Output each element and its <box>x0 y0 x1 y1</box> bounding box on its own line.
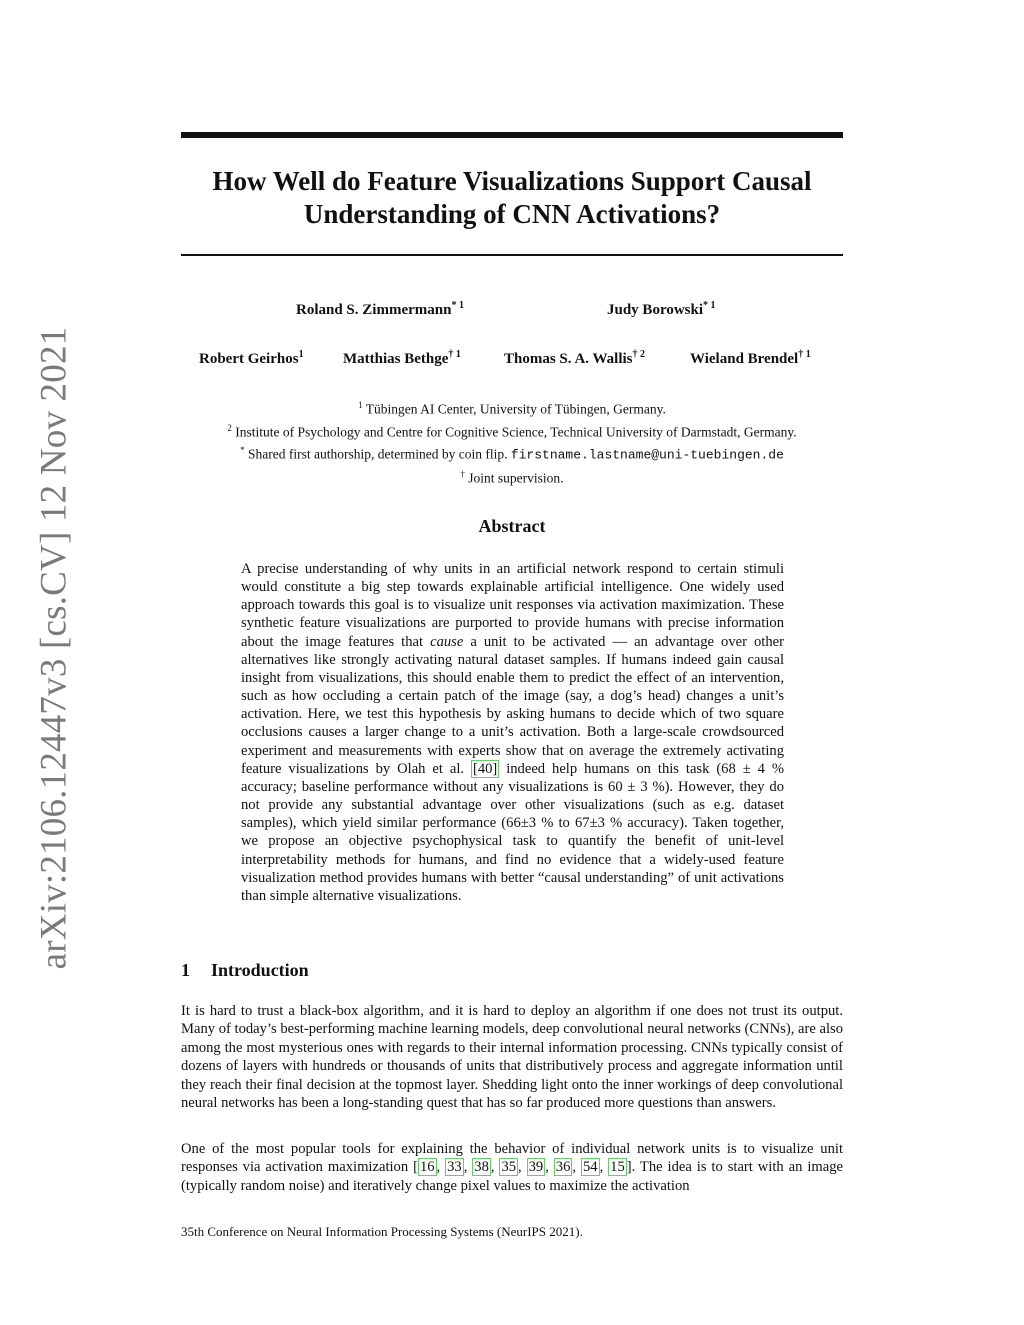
affiliations <box>181 396 843 487</box>
title-line-2: Understanding of CNN Activations? <box>303 199 721 229</box>
section-heading: 1 Introduction <box>181 960 309 980</box>
title-top-rule <box>181 132 843 138</box>
citation-link[interactable]: 35 <box>501 1159 517 1176</box>
affiliation-1: $^1$ Tübingen AI Center, University of Tübingen, Germany. <box>358 400 666 417</box>
paper-title <box>181 165 843 231</box>
citation-link[interactable]: 36 <box>555 1159 571 1176</box>
author-zimmermann: Roland S. Zimmermann$^{* 1}$ <box>296 300 464 318</box>
arxiv-identifier[interactable]: arXiv:2106.12447v3 [cs.CV] 12 Nov 2021 <box>33 326 75 970</box>
intro-paragraph-1: It is hard to trust a black-box algorithm, and it is hard to deploy an algorithm if one does not trust its output. Many of today’s best-performing machine learning models, deep convolutional neural networks (CNNs), are also among the most mysterious ones with regards to their internal information processing. CNNs typically consist of dozens of layers with hundreds or thousands of units that distributively process and aggregate information until they reach their final decision at the topmost layer. Shedding light onto the inner workings of deep convolutional neural networks has been a long-standing quest that has so far produced more questions than answers. <box>181 1003 843 1112</box>
citation-link[interactable]: 15 <box>610 1159 625 1176</box>
citation-link[interactable]: 16 <box>419 1159 435 1176</box>
citation-link[interactable]: 33 <box>447 1159 462 1176</box>
conference-footnote: 35th Conference on Neural Information Processing Systems (NeurIPS 2021). <box>181 1224 583 1239</box>
affiliation-2: $^2$ Institute of Psychology and Centre for Cognitive Science, Technical University of Darmstadt, Germany. <box>227 422 797 439</box>
affiliation-shared-authorship: * Shared first authorship, determined by coin flip. firstname.lastname@uni-tuebingen.de <box>240 445 784 463</box>
title-bottom-rule <box>181 254 843 256</box>
affiliation-joint-supervision: † Joint supervision. <box>460 468 564 485</box>
citation-link[interactable]: [40] <box>472 760 498 777</box>
abstract-heading: Abstract <box>478 516 546 536</box>
citation-link[interactable]: 39 <box>528 1159 544 1176</box>
citation-link[interactable]: 54 <box>582 1159 598 1176</box>
author-bethge: Matthias Bethge$^{\dagger 1}$ <box>343 349 461 367</box>
author-wallis: Thomas S. A. Wallis$^{\dagger 2}$ <box>504 349 646 367</box>
intro-paragraph-2: One of the most popular tools for explaining the behavior of individual network units is to visualize unit responses via activation maximization [ 16 , 33 , 38 , 35 , 39 , 36 , 54 , 15 ]. The idea is to start with an image (typically random noise) and iteratively change pixel values to maximize the activation <box>181 1141 843 1194</box>
citation-link[interactable]: 38 <box>474 1159 489 1176</box>
author-borowski: Judy Borowski$^{* 1}$ <box>607 300 716 318</box>
author-email[interactable]: firstname.lastname@uni-tuebingen.de <box>510 447 784 463</box>
title-line-1: How Well do Feature Visualizations Support Causal <box>212 166 812 196</box>
author-geirhos: Robert Geirhos$^1$ <box>199 349 304 367</box>
author-brendel: Wieland Brendel$^{\dagger 1}$ <box>690 349 811 367</box>
abstract-body: A precise understanding of why units in an artificial network respond to certain stimuli would constitute a big step towards explainable artificial intelligence. One widely used approach towards this goal is to visualize unit responses via activation maximization. These synthetic feature visualizations are purported to provide humans with precise information about the image features that cause a unit to be activated — an advantage over other alternatives like strongly activating natural dataset samples. If humans indeed gain causal insight from visualizations, this should enable them to predict the effect of an intervention, such as how occluding a certain patch of the image (say, a dog’s head) changes a unit’s activation. Here, we test this hypothesis by asking humans to decide which of two square occlusions causes a larger change to a unit’s activation. Both a large-scale crowdsourced experiment and measurements with experts show that on average the extremely activating feature visualizations by Olah et al. [40] indeed help humans on this task (68 ± 4 % accuracy; baseline performance without any visualizations is 60 ± 3 %). However, they do not provide any substantial advantage over other visualizations (such as e.g. dataset samples), which yield similar performance (66±3 % to 67±3 % accuracy). Taken together, we propose an objective psychophysical task to quantify the benefit of unit-level interpretability methods for humans, and find no evidence that a widely-used feature visualization method provides humans with better “causal understanding” of unit activations than simple alternative visualizations. <box>241 561 784 904</box>
